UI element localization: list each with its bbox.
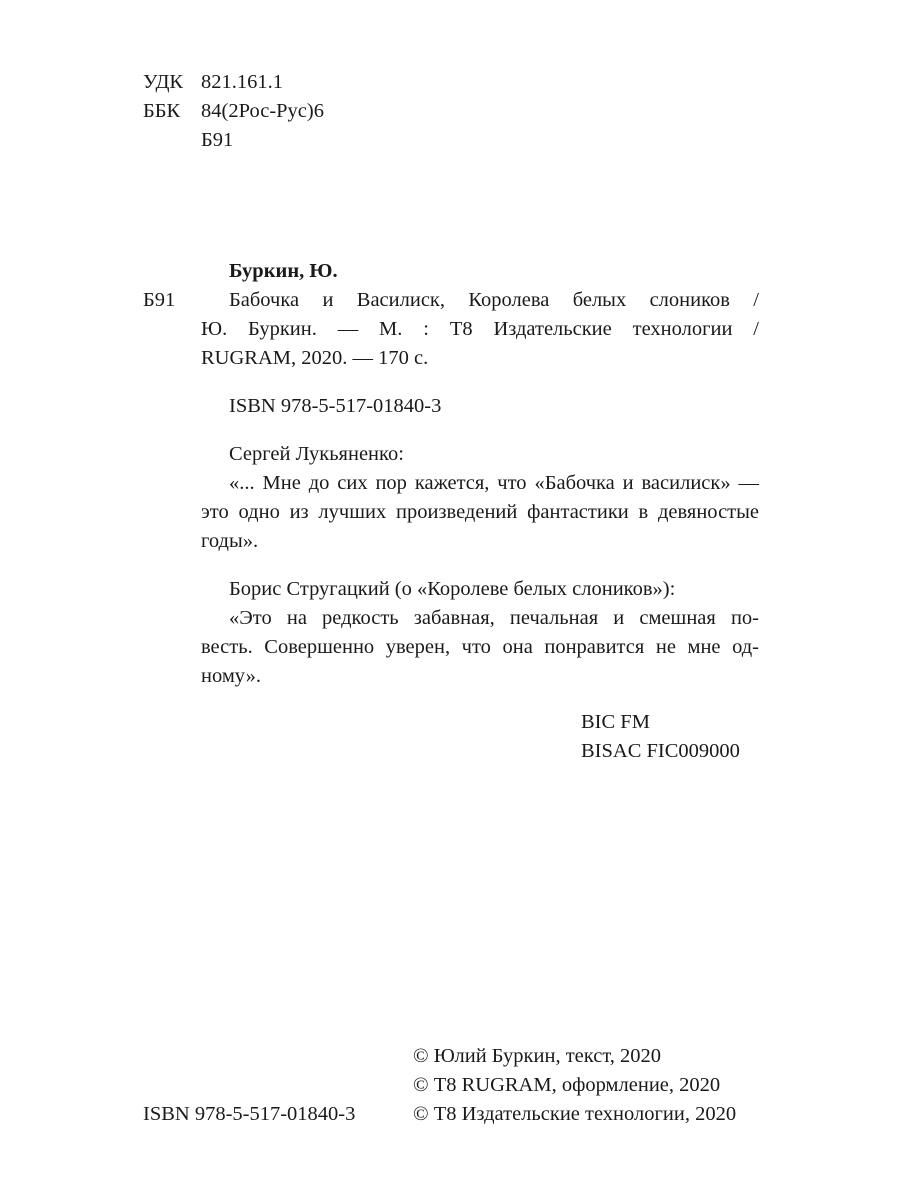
- quote-line: это одно из лучших произведений фантастики в девяностые: [201, 501, 759, 523]
- footer-isbn: ISBN 978-5-517-01840-3: [143, 1103, 356, 1125]
- record-isbn: ISBN 978-5-517-01840-3: [229, 395, 442, 417]
- bbk-line: [143, 97, 324, 126]
- description-line: Бабочка и Василиск, Королева белых слоников /: [229, 289, 759, 311]
- copyright-line: © Т8 Издательские технологии, 2020: [413, 1103, 737, 1125]
- quote-line: «... Мне до сих пор кажется, что «Бабочка и василиск» —: [229, 472, 759, 494]
- quote-line: годы».: [201, 530, 259, 552]
- record-mark: Б91: [143, 289, 176, 311]
- quote-author: Борис Стругацкий (о «Королеве белых слоников»):: [229, 578, 676, 600]
- quote-line: «Это на редкость забавная, печальная и смешная по-: [229, 607, 759, 629]
- quote-author: Сергей Лукьяненко:: [229, 443, 404, 465]
- udk-line: [143, 68, 283, 97]
- bbk-value: 84(2Рос-Рус)6: [201, 100, 324, 122]
- copyright-line: © Т8 RUGRAM, оформление, 2020: [413, 1074, 721, 1096]
- description-line: RUGRAM, 2020. — 170 с.: [201, 347, 429, 369]
- record-description-cont: [201, 315, 759, 344]
- quote-line: весть. Совершенно уверен, что она понравится не мне од-: [201, 636, 759, 658]
- quote-text-cont: [201, 498, 759, 527]
- quote-line: ному».: [201, 665, 261, 687]
- bic-code: BIC FM: [581, 711, 650, 733]
- bbk-label: ББК: [143, 100, 181, 122]
- udk-label: УДК: [143, 71, 184, 93]
- quote-text-cont: [201, 633, 759, 662]
- record-description: [229, 286, 759, 315]
- udk-value: 821.161.1: [201, 71, 283, 93]
- copyright-line: © Юлий Буркин, текст, 2020: [413, 1045, 661, 1067]
- quote-text: [229, 604, 759, 633]
- author-mark: Б91: [201, 129, 234, 151]
- description-line: Ю. Буркин. — М. : Т8 Издательские технологии /: [201, 318, 759, 340]
- bisac-code: BISAC FIC009000: [581, 740, 740, 762]
- quote-text: [229, 469, 759, 498]
- record-heading: Буркин, Ю.: [229, 260, 338, 282]
